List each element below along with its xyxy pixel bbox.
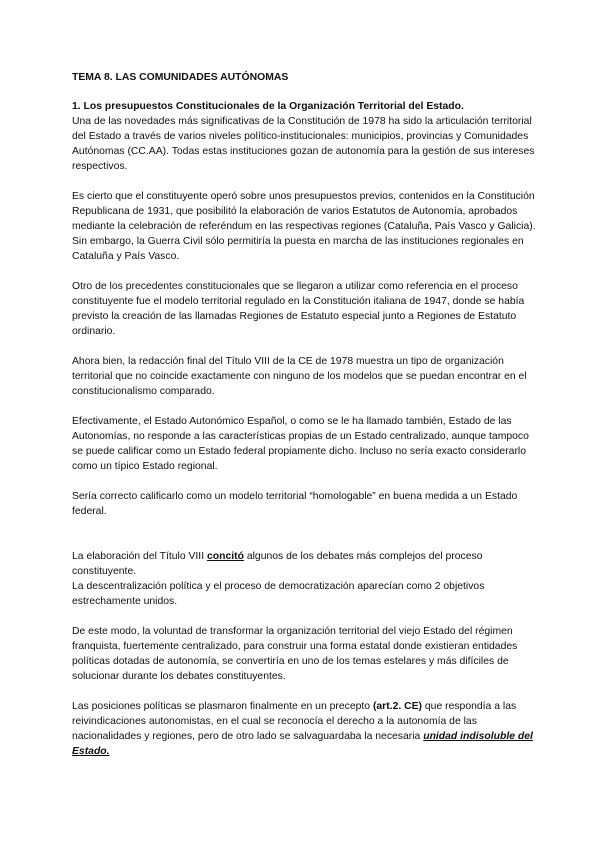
paragraph-debates (72, 549, 540, 609)
paragraph-precedents (72, 189, 540, 264)
paragraph-franquismo: De este modo, la voluntad de transformar la organización territorial del viejo Estado del régimen franquista, fuertemente centralizado, para construir una forma estatal donde existieran entidades políticas dotadas de autonomía, se convertiría en uno de los temas estelares y más difíciles de solucionar durante los debates constituyentes. (72, 626, 518, 682)
text-span: algunos de los debates más complejos del proceso constituyente. (72, 551, 483, 577)
text-span: Las posiciones políticas se plasmaron finalmente en un precepto (72, 701, 373, 712)
paragraph-homologable: Sería correcto calificarlo como un modelo territorial “homologable” en buena medida a un Estado federal. (72, 491, 518, 517)
paragraph-precedents-a: Es cierto que el constituyente operó sobre unos presupuestos previos, contenidos en la Constitución Republicana de 1931, que posibilitó la elaboración de varios Estatutos de Autonomía, aprobados mediante la celebración de referéndum en las respectivas regiones (Cataluña, País Vasco y Galicia). (72, 191, 536, 232)
spacer (72, 534, 540, 549)
paragraph-estado-autonomias: Efectivamente, el Estado Autonómico Español, o como se le ha llamado también, Estado de las Autonomías, no responde a las características propias de un Estado centralizado, aunque tampoco se puede calificar como un Estado federal propiamente dicho. Incluso no sería exacto considerarlo como un típico Estado regional. (72, 416, 529, 472)
reference-art2: (art.2. CE) (372, 701, 423, 712)
text-span: que respondía a las reivindicaciones autonomistas, en el cual se reconocía el derecho a la autonomía de las nacionalidades y regiones, pero de otro lado se salvaguardaba la necesaria (72, 701, 517, 742)
text-span: La elaboración del Título VIII (72, 551, 207, 562)
paragraph-debates-b: La descentralización política y el proceso de democratización aparecían como 2 objetivos estrechamente unidos. (72, 581, 485, 607)
document-title: TEMA 8. LAS COMUNIDADES AUTÓNOMAS (72, 72, 289, 83)
paragraph-precedents-b: Sin embargo, la Guerra Civil sólo permitiría la puesta en marcha de las instituciones regionales en Cataluña y País Vasco. (72, 236, 524, 262)
paragraph-title-viii: Ahora bien, la redacción final del Título VIII de la CE de 1978 muestra un tipo de organización territorial que no coincide exactamente con ninguno de los modelos que se puedan encontrar en el constitucionalismo comparado. (72, 356, 527, 397)
paragraph-italy: Otro de los precedentes constitucionales que se llegaron a utilizar como referencia en el proceso constituyente fue el modelo territorial regulado en la Constitución italiana de 1947, donde se había previsto la creación de las llamadas Regiones de Estatuto especial junto a Regiones de Estatuto ordinario. (72, 281, 525, 337)
emphasis-concito: concitó (206, 551, 244, 562)
emphasis-unidad: unidad indisoluble del Estado. (72, 731, 533, 757)
paragraph-intro: Una de las novedades más significativas de la Constitución de 1978 ha sido la articulación territorial del Estado a través de varios niveles político-institucionales: municipios, provincias y Comunidades Autónomas (CC.AA). Todas estas instituciones gozan de autonomía para la gestión de sus intereses respectivos. (72, 116, 535, 172)
section-heading: 1. Los presupuestos Constitucionales de la Organización Territorial del Estado. (72, 101, 464, 112)
paragraph-debates-a (72, 549, 540, 579)
paragraph-art2 (72, 699, 540, 759)
